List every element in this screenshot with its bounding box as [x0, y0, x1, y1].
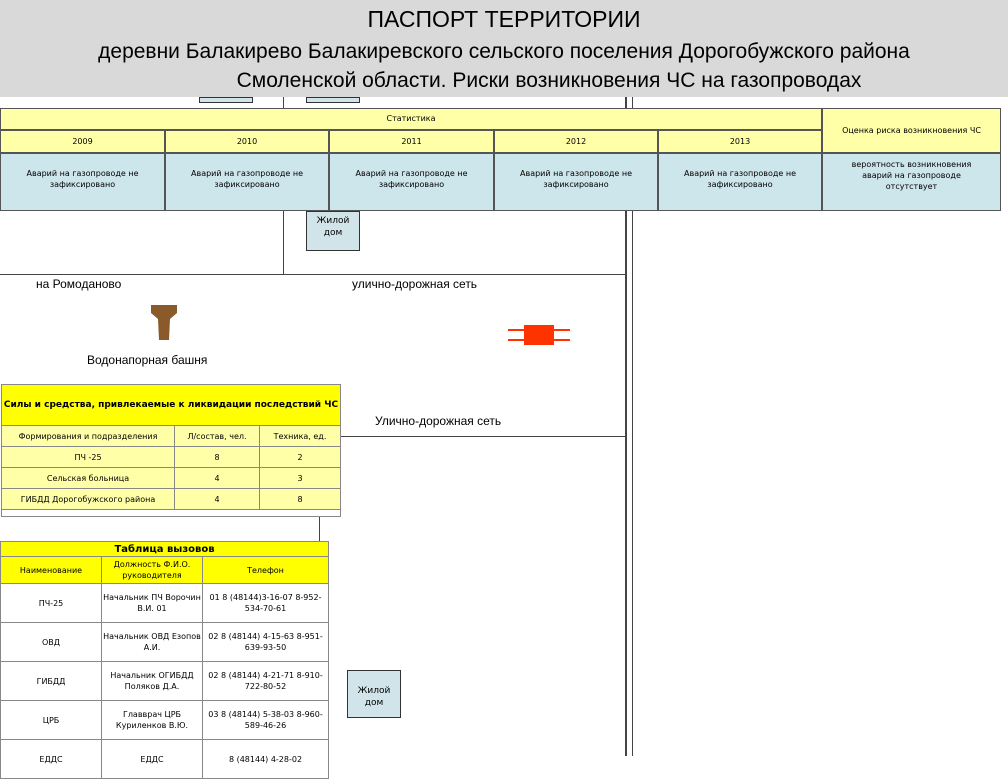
- table-row: Сельская больница 4 3: [2, 468, 341, 489]
- stats-header: Статистика: [0, 108, 822, 130]
- label-road-network-2: Улично-дорожная сеть: [375, 414, 502, 428]
- forces-col-units: Формирования и подразделения: [2, 426, 175, 447]
- calls-col-phone: Телефон: [203, 557, 329, 584]
- forces-title: Силы и средства, привлекаемые к ликвидации последствий ЧС: [2, 385, 341, 426]
- forces-table: [1, 384, 341, 517]
- calls-title: Таблица вызовов: [1, 542, 329, 557]
- stat-cell-2012: Аварий на газопроводе не зафиксировано: [494, 153, 658, 211]
- table-row: ГИБДД Дорогобужского района 4 8: [2, 489, 341, 510]
- house-partial-1: [199, 97, 253, 103]
- road-horizontal-lower: [341, 436, 626, 437]
- risk-header: Оценка риска возникновения ЧС: [822, 108, 1001, 153]
- page-subtitle-line1: деревни Балакирево Балакиревского сельского поселения Дорогобужского района: [98, 40, 910, 63]
- table-row: ПЧ -25 8 2: [2, 447, 341, 468]
- calls-col-position: Должность Ф.И.О. руководителя: [102, 557, 203, 584]
- year-2010: 2010: [165, 130, 329, 153]
- year-2012: 2012: [494, 130, 658, 153]
- forces-col-equipment: Техника, ед.: [260, 426, 341, 447]
- page-title: ПАСПОРТ ТЕРРИТОРИИ: [367, 6, 641, 32]
- label-road-network: улично-дорожная сеть: [352, 277, 478, 291]
- year-2013: 2013: [658, 130, 822, 153]
- calls-table: [0, 541, 329, 779]
- table-row: ГИБДД Начальник ОГИБДД Поляков Д.А. 02 8 (48144) 4-21-71 8-910-722-80-52: [1, 662, 329, 701]
- stat-cell-2011: Аварий на газопроводе не зафиксировано: [329, 153, 494, 211]
- house-lower: Жилой дом: [347, 670, 401, 718]
- table-row: ОВД Начальник ОВД Езопов А.И. 02 8 (48144) 4-15-63 8-951-639-93-50: [1, 623, 329, 662]
- year-2011: 2011: [329, 130, 494, 153]
- calls-col-name: Наименование: [1, 557, 102, 584]
- road-horizontal-upper: [0, 274, 626, 275]
- table-row: ЕДДС ЕДДС 8 (48144) 4-28-02: [1, 740, 329, 779]
- label-romodanovo: на Ромоданово: [36, 277, 122, 291]
- water-tower-icon: [150, 305, 178, 341]
- risk-value: вероятность возникновения аварий на газопроводе отсутствует: [822, 153, 1001, 211]
- year-2009: 2009: [0, 130, 165, 153]
- stat-cell-2010: Аварий на газопроводе не зафиксировано: [165, 153, 329, 211]
- table-row: ЦРБ Главврач ЦРБ Куриленков В.Ю. 03 8 (48144) 5-38-03 8-960-589-46-26: [1, 701, 329, 740]
- table-row: ПЧ-25 Начальник ПЧ Ворочин В.И. 01 01 8 (48144)3-16-07 8-952-534-70-61: [1, 584, 329, 623]
- stat-cell-2009: Аварий на газопроводе не зафиксировано: [0, 153, 165, 211]
- stat-cell-2013: Аварий на газопроводе не зафиксировано: [658, 153, 822, 211]
- house-partial-2: [306, 97, 360, 103]
- label-water-tower: Водонапорная башня: [87, 353, 208, 367]
- gas-pipeline-marker-icon: [508, 324, 570, 346]
- page-subtitle-line2: Смоленской области. Риски возникновения ЧС на газопроводах: [236, 69, 862, 92]
- house-upper: Жилой дом: [306, 211, 360, 251]
- forces-col-staff: Л/состав, чел.: [175, 426, 260, 447]
